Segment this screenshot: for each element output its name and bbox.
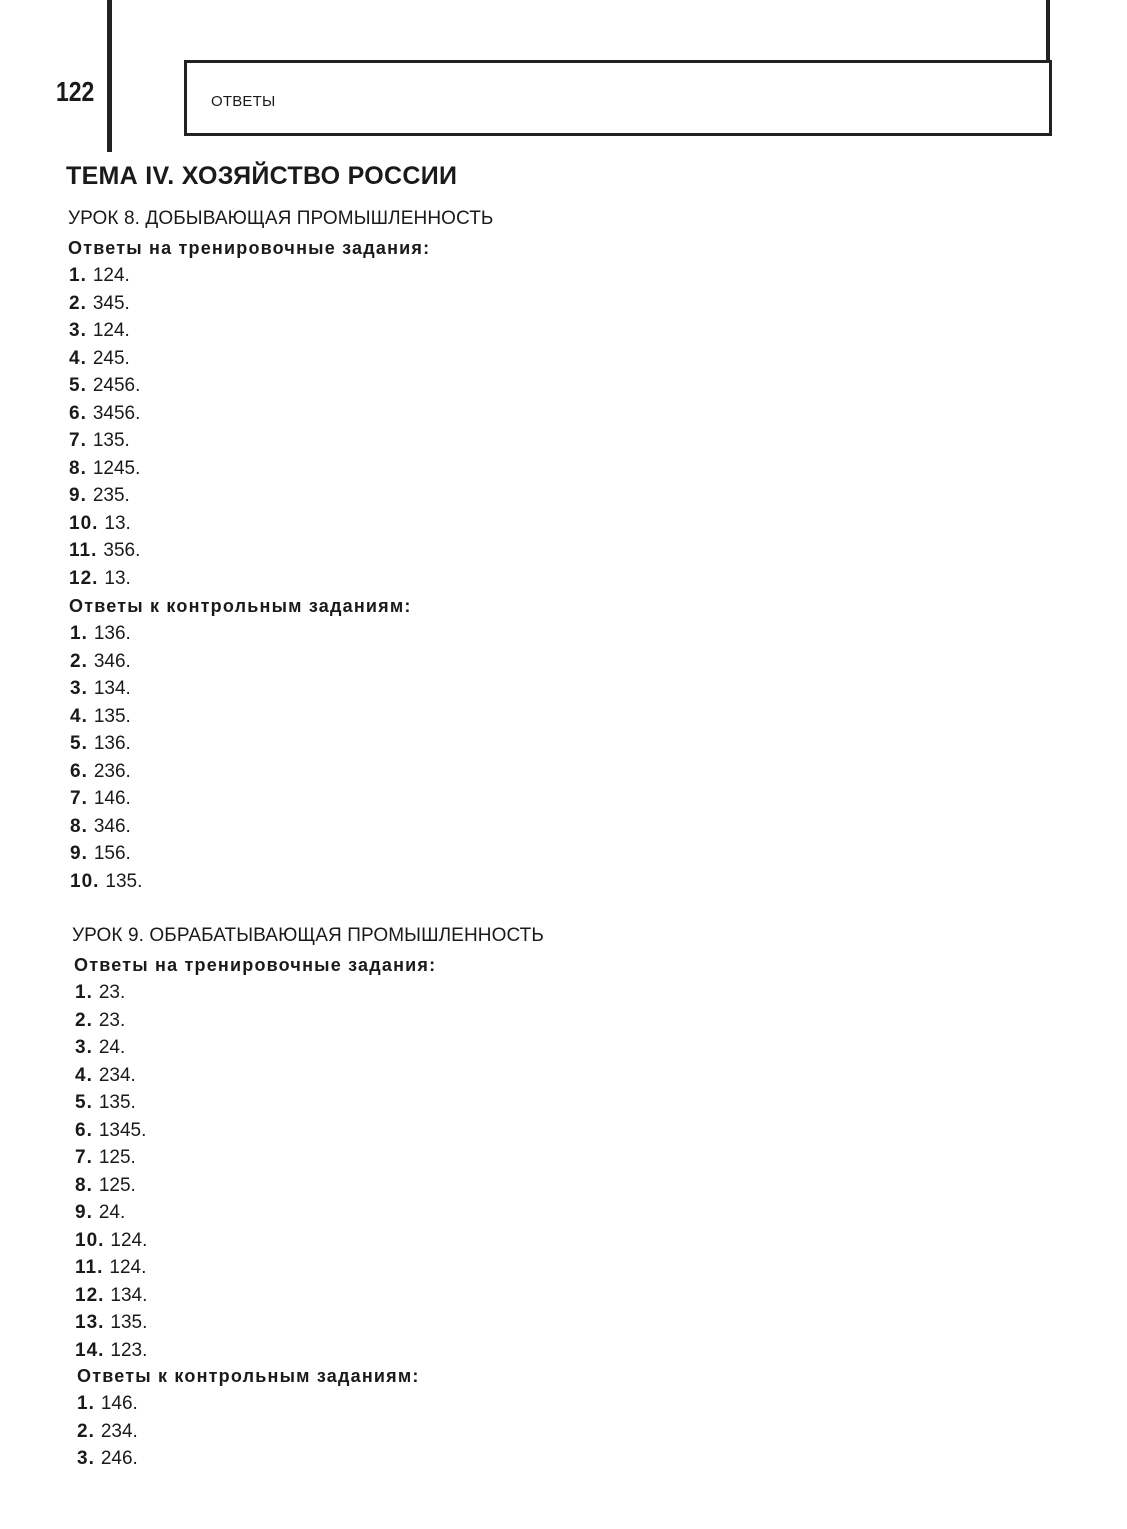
answer-item <box>75 1227 147 1255</box>
answer-value: 234. <box>98 1064 136 1086</box>
answer-value: 13. <box>104 512 131 534</box>
answer-value: 346. <box>93 815 131 837</box>
answer-number: 8. <box>70 815 88 837</box>
answer-number: 10. <box>70 870 100 892</box>
answer-value: 125. <box>98 1147 136 1168</box>
lesson-9-training-heading: Ответы на тренировочные задания: <box>74 955 437 975</box>
answer-item <box>69 345 140 373</box>
answer-value: 356. <box>103 540 141 561</box>
answer-value: 2456. <box>92 375 141 396</box>
answer-number: 7. <box>75 1147 93 1168</box>
answer-item <box>70 840 142 868</box>
answer-number: 4. <box>70 705 88 727</box>
running-header <box>184 60 1052 136</box>
answer-item <box>70 785 142 813</box>
answer-value: 156. <box>93 843 131 864</box>
answer-number: 11. <box>75 1257 104 1278</box>
answer-item <box>70 730 142 758</box>
lesson-8-training-answers <box>69 262 140 592</box>
answer-value: 135. <box>98 1092 136 1113</box>
answer-value: 124. <box>92 320 130 341</box>
answer-item <box>75 1172 147 1200</box>
lesson-9-title: УРОК 9. ОБРАБАТЫВАЮЩАЯ ПРОМЫШЛЕННОСТЬ <box>72 925 544 946</box>
answer-number: 8. <box>69 457 87 479</box>
answer-number: 1. <box>69 265 87 286</box>
answer-value: 245. <box>92 347 130 369</box>
answer-number: 11. <box>69 540 98 561</box>
answer-value: 1345. <box>98 1119 147 1141</box>
answer-item <box>69 317 140 345</box>
answer-item <box>69 427 140 455</box>
answer-number: 3. <box>75 1037 93 1058</box>
answer-number: 2. <box>69 292 87 314</box>
answer-value: 134. <box>93 678 131 699</box>
answer-value: 135. <box>93 705 131 727</box>
answer-item <box>75 1144 147 1172</box>
answer-value: 346. <box>93 650 131 672</box>
answer-value: 136. <box>93 623 131 644</box>
lesson-8-title: УРОК 8. ДОБЫВАЮЩАЯ ПРОМЫШЛЕННОСТЬ <box>68 208 494 229</box>
answer-item <box>69 400 140 428</box>
answer-item <box>70 648 142 676</box>
answer-value: 124. <box>92 265 130 286</box>
answer-number: 7. <box>69 430 87 451</box>
answer-item <box>70 813 142 841</box>
answer-item <box>77 1390 138 1418</box>
answer-value: 23. <box>98 1009 126 1031</box>
answer-value: 123. <box>110 1339 148 1361</box>
answer-item <box>69 482 140 510</box>
topic-title: ТЕМА IV. ХОЗЯЙСТВО РОССИИ <box>66 162 458 190</box>
page-number: 122 <box>56 76 95 107</box>
answer-number: 3. <box>77 1448 95 1469</box>
answer-number: 12. <box>69 567 99 589</box>
answer-number: 10. <box>75 1229 105 1251</box>
header-right-rule <box>1046 0 1050 62</box>
answer-number: 9. <box>75 1202 93 1223</box>
answer-value: 146. <box>93 788 131 809</box>
lesson-9-control-heading: Ответы к контрольным заданиям: <box>77 1366 420 1386</box>
answer-number: 2. <box>77 1420 95 1442</box>
answer-number: 6. <box>70 760 88 782</box>
answer-number: 10. <box>69 512 99 534</box>
lesson-9-control-answers <box>77 1390 138 1473</box>
lesson-9-training-answers <box>75 979 147 1364</box>
answer-value: 135. <box>110 1312 148 1333</box>
answer-item <box>75 1254 147 1282</box>
answer-number: 7. <box>70 788 88 809</box>
answer-value: 24. <box>98 1202 126 1223</box>
answer-item <box>75 1007 147 1035</box>
answer-number: 1. <box>70 623 88 644</box>
answer-item <box>69 290 140 318</box>
answer-number: 12. <box>75 1284 105 1306</box>
answer-item <box>75 1062 147 1090</box>
answer-value: 136. <box>93 733 131 754</box>
answer-item <box>69 510 140 538</box>
answer-item <box>75 979 147 1007</box>
answer-item <box>70 675 142 703</box>
answer-number: 6. <box>75 1119 93 1141</box>
lesson-8-control-answers <box>70 620 142 895</box>
answer-item <box>75 1199 147 1227</box>
answer-value: 146. <box>100 1393 138 1414</box>
answer-item <box>70 868 142 896</box>
answer-value: 124. <box>109 1257 147 1278</box>
answer-number: 1. <box>77 1393 95 1414</box>
answer-number: 2. <box>70 650 88 672</box>
answer-number: 2. <box>75 1009 93 1031</box>
answer-value: 236. <box>93 760 131 782</box>
answer-number: 3. <box>70 678 88 699</box>
answer-value: 235. <box>92 485 130 506</box>
answer-number: 9. <box>70 843 88 864</box>
answer-number: 4. <box>75 1064 93 1086</box>
answer-item <box>69 565 140 593</box>
answer-number: 13. <box>75 1312 105 1333</box>
answer-value: 135. <box>92 430 130 451</box>
answer-value: 3456. <box>92 402 141 424</box>
header-left-rule <box>107 0 112 152</box>
answer-value: 1245. <box>92 457 141 479</box>
answer-number: 1. <box>75 982 93 1003</box>
answer-value: 125. <box>98 1174 136 1196</box>
answer-item <box>77 1445 138 1473</box>
answer-value: 124. <box>110 1229 148 1251</box>
answer-value: 23. <box>98 982 126 1003</box>
answer-item <box>75 1034 147 1062</box>
answer-item <box>75 1282 147 1310</box>
answer-value: 13. <box>104 567 131 589</box>
answer-value: 134. <box>110 1284 148 1306</box>
answer-item <box>69 537 140 565</box>
answer-item <box>75 1089 147 1117</box>
answer-number: 14. <box>75 1339 105 1361</box>
answer-number: 5. <box>75 1092 93 1113</box>
answer-item <box>69 455 140 483</box>
answer-item <box>70 620 142 648</box>
answer-item <box>75 1309 147 1337</box>
answer-number: 8. <box>75 1174 93 1196</box>
answer-item <box>70 703 142 731</box>
answer-item <box>75 1337 147 1365</box>
answer-number: 5. <box>70 733 88 754</box>
answer-item <box>69 262 140 290</box>
lesson-8-training-heading: Ответы на тренировочные задания: <box>68 238 431 258</box>
running-header-label: ОТВЕТЫ <box>211 93 276 110</box>
answer-number: 9. <box>69 485 87 506</box>
answer-value: 234. <box>100 1420 138 1442</box>
lesson-8-control-heading: Ответы к контрольным заданиям: <box>69 596 412 616</box>
answer-number: 4. <box>69 347 87 369</box>
answer-value: 246. <box>100 1448 138 1469</box>
answer-item <box>77 1418 138 1446</box>
answer-value: 24. <box>98 1037 126 1058</box>
answer-item <box>69 372 140 400</box>
answer-value: 135. <box>105 870 143 892</box>
answer-item <box>70 758 142 786</box>
answer-number: 5. <box>69 375 87 396</box>
answer-number: 6. <box>69 402 87 424</box>
answer-value: 345. <box>92 292 130 314</box>
answer-item <box>75 1117 147 1145</box>
answer-number: 3. <box>69 320 87 341</box>
